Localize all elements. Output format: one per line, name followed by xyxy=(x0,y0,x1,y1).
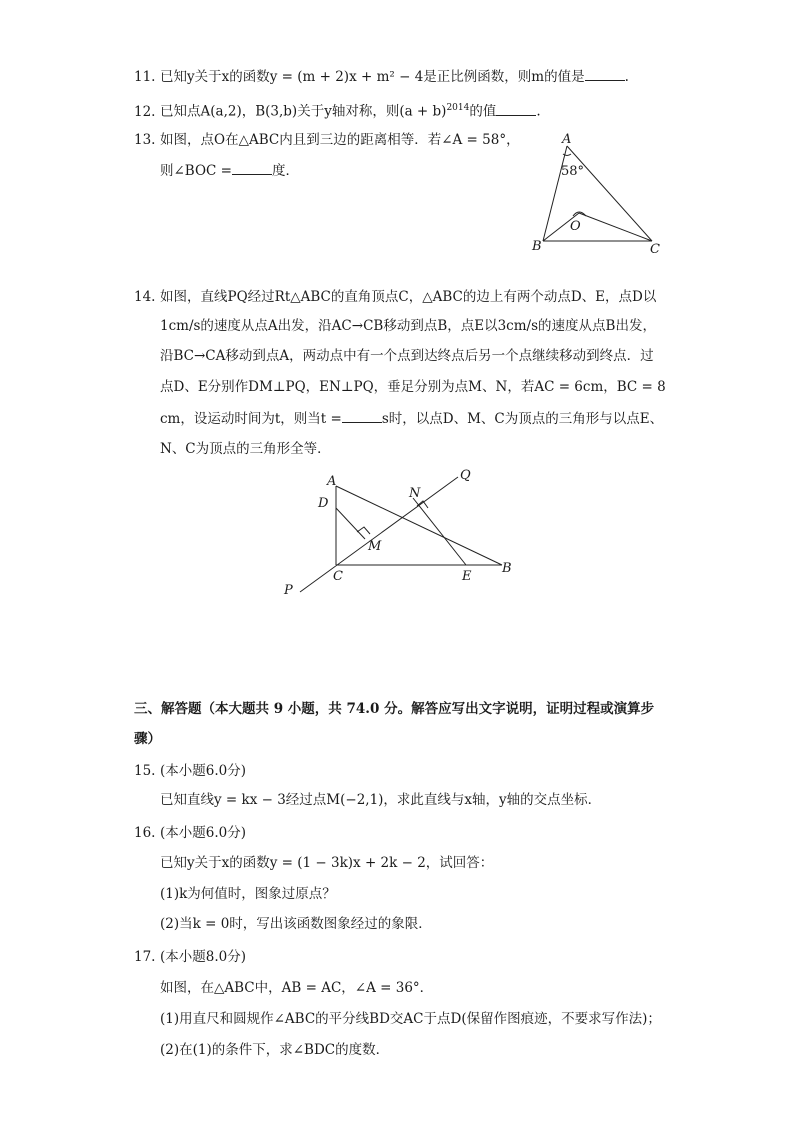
question-text: 如图，点O在△ABC内且到三边的距离相等．若∠A = 58°， xyxy=(160,132,520,148)
question-text: 已知y关于x的函数y = (m + 2)x + m² − 4是正比例函数，则m的值是 xyxy=(160,69,585,85)
exponent: 2014 xyxy=(446,103,470,113)
answer-blank[interactable] xyxy=(232,160,272,175)
question-12: 12. 已知点A(a,2)，B(3,b)关于y轴对称，则$(a + b)^{2014}$的值 . xyxy=(134,98,541,122)
answer-blank[interactable] xyxy=(342,408,382,423)
question-15 xyxy=(134,761,246,781)
question-14-line3: 沿BC→CA移动到点A，两动点中有一个点到达终点后另一个点继续移动到终点．过 xyxy=(160,348,654,364)
question-17-part1: (1)用直尺和圆规作∠ABC的平分线BD交AC于点D(保留作图痕迹，不要求写作法)； xyxy=(160,1011,661,1027)
question-15-text: 已知直线y = kx − 3经过点M(−2,1)，求此直线与x轴，y轴的交点坐标． xyxy=(160,792,602,808)
point-label-B: B xyxy=(502,561,512,576)
vertex-label-C: C xyxy=(650,242,660,257)
question-number: 14. xyxy=(134,289,156,305)
question-14-line5: cm，设运动时间为t，则当t = s时，以点D、M、C为顶点的三角形与以点E、 xyxy=(160,408,663,429)
question-number: 15. xyxy=(134,763,156,779)
question-score: (本小题8.0分) xyxy=(160,949,247,965)
question-13-line2: 则∠BOC = 度． xyxy=(160,160,299,181)
section-heading: 三、解答题（本大题共 9 小题，共 74.0 分。解答应写出文字说明，证明过程或演算步 xyxy=(134,701,655,717)
vertex-label-A: A xyxy=(562,132,572,147)
section-heading-cont: 骤） xyxy=(134,731,161,747)
question-11: 11. 已知y关于x的函数y = (m + 2)x + m² − 4是正比例函数，则m的值是 . xyxy=(134,66,629,87)
question-number: 12. xyxy=(134,103,156,120)
question-17-text: 如图，在△ABC中，AB = AC，∠A = 36°． xyxy=(160,980,434,996)
point-label-D: D xyxy=(318,496,329,511)
point-label-M: M xyxy=(368,539,382,554)
vertex-label-B: B xyxy=(532,239,542,254)
question-text: 已知点A(a,2)，B(3,b)关于y轴对称，则(a + b) xyxy=(160,103,447,120)
point-label-N: N xyxy=(409,486,421,501)
question-16 xyxy=(134,823,246,843)
point-label-Q: Q xyxy=(460,468,471,483)
question-text: 如图，直线PQ经过Rt△ABC的直角顶点C，△ABC的边上有两个动点D、E，点D以 xyxy=(160,289,657,305)
question-16-text: 已知y关于x的函数y = (1 − 3k)x + 2k − 2，试回答： xyxy=(160,855,494,871)
question-14 xyxy=(134,287,656,307)
angle-label: 58° xyxy=(561,164,585,179)
question-number: 11. xyxy=(134,69,156,85)
question-number: 17. xyxy=(134,949,156,965)
question-13 xyxy=(134,130,520,150)
answer-blank[interactable] xyxy=(585,66,625,81)
point-label-O: O xyxy=(570,219,581,234)
question-16-part1: (1)k为何值时，图象过原点？ xyxy=(160,886,336,902)
question-17 xyxy=(134,947,246,967)
question-16-part2: (2)当k = 0时，写出该函数图象经过的象限． xyxy=(160,916,432,932)
question-score: (本小题6.0分) xyxy=(160,825,247,841)
question-number: 13. xyxy=(134,132,156,148)
point-label-C: C xyxy=(333,569,343,584)
question-14-line4: 点D、E分别作DM⊥PQ，EN⊥PQ，垂足分别为点M、N，若AC = 6cm，BC = 8 xyxy=(160,379,666,395)
question-score: (本小题6.0分) xyxy=(160,763,247,779)
point-label-A: A xyxy=(327,474,337,489)
point-label-P: P xyxy=(284,583,293,598)
question-14-line2: 1cm/s的速度从点A出发，沿AC→CB移动到点B，点E以3cm/s的速度从点B出发， xyxy=(160,318,656,334)
question-17-part2: (2)在(1)的条件下，求∠BDC的度数． xyxy=(160,1042,390,1058)
question-number: 16. xyxy=(134,825,156,841)
point-label-E: E xyxy=(462,569,472,584)
question-14-line6: N、C为顶点的三角形全等． xyxy=(160,441,331,457)
answer-blank[interactable] xyxy=(496,101,536,116)
